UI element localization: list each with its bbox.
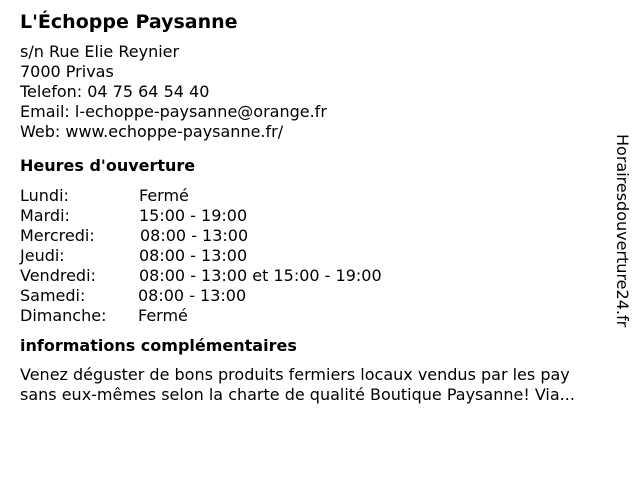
day-label: Samedi: [20, 286, 86, 305]
opening-hours-heading: Heures d'ouverture [20, 156, 196, 175]
day-label: Dimanche: [20, 306, 107, 325]
day-label: Vendredi: [20, 266, 96, 285]
info-line-1: Venez déguster de bons produits fermiers locaux vendus par les pay [20, 365, 570, 384]
site-watermark: Horairesdouverture24.fr [613, 134, 632, 328]
hours-row-mercredi [20, 226, 620, 246]
business-card [20, 10, 620, 405]
day-hours: Fermé [139, 186, 189, 205]
day-hours: 08:00 - 13:00 [138, 286, 247, 305]
day-hours: 08:00 - 13:00 [140, 226, 249, 245]
day-hours: Fermé [138, 306, 188, 325]
hours-row-lundi [20, 186, 620, 206]
hours-row-samedi [20, 286, 620, 306]
day-label: Mercredi: [20, 226, 95, 245]
phone-number: Telefon: 04 75 64 54 40 [20, 82, 210, 101]
opening-hours-table [20, 186, 620, 326]
address-street: s/n Rue Elie Reynier [20, 42, 180, 61]
address-city: 7000 Privas [20, 62, 114, 81]
day-hours: 08:00 - 13:00 [139, 246, 248, 265]
additional-info-text [20, 365, 622, 405]
hours-row-mardi [20, 206, 620, 226]
email-address: Email: l-echoppe-paysanne@orange.fr [20, 102, 327, 121]
additional-info-heading: informations complémentaires [20, 336, 297, 355]
day-hours: 15:00 - 19:00 [139, 206, 248, 225]
day-hours: 08:00 - 13:00 et 15:00 - 19:00 [139, 266, 382, 285]
hours-row-vendredi [20, 266, 620, 286]
business-name: L'Échoppe Paysanne [20, 11, 238, 33]
hours-row-dimanche [20, 306, 620, 326]
info-line-2: sans eux-mêmes selon la charte de qualité Boutique Paysanne! Via... [20, 385, 575, 404]
hours-row-jeudi [20, 246, 620, 266]
day-label: Lundi: [20, 186, 69, 205]
day-label: Mardi: [20, 206, 70, 225]
website: Web: www.echoppe-paysanne.fr/ [20, 122, 284, 141]
day-label: Jeudi: [20, 246, 65, 265]
